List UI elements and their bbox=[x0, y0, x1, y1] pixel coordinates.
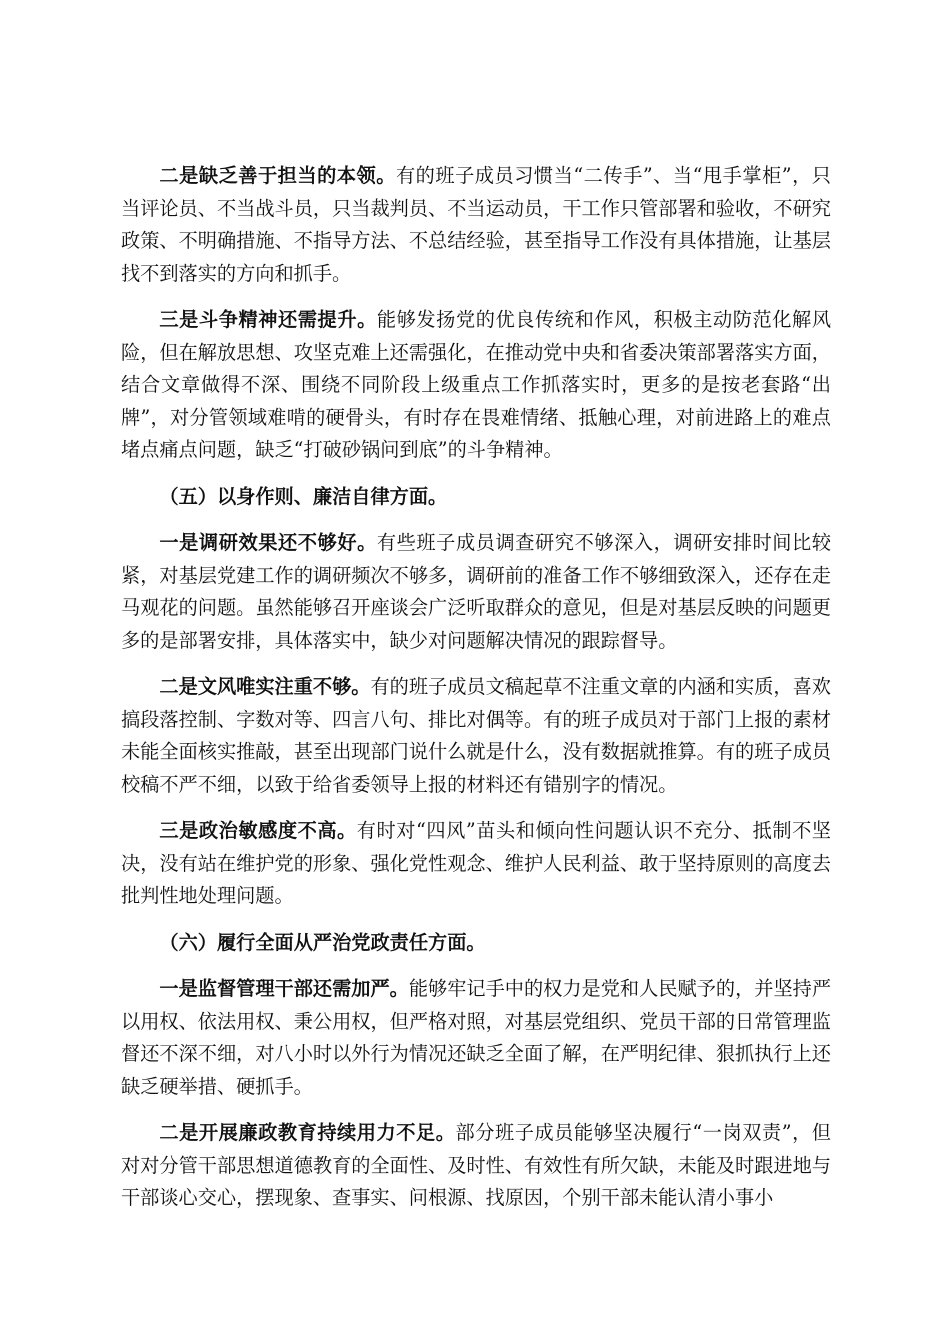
paragraph-research-effect bbox=[121, 527, 831, 657]
paragraph-lead: 一是调研效果还不够好。 bbox=[159, 531, 377, 554]
paragraph-lead: 一是监督管理干部还需加严。 bbox=[159, 977, 409, 1000]
section-heading-six: （六）履行全面从严治党政责任方面。 bbox=[159, 930, 486, 954]
paragraph-text: 有的班子成员习惯当“二传手”、当“甩手掌柜”，只当评论员、不当战斗员，只当裁判员、不当运动员，干工作只管部署和验收，不研究政策、不明确措施、不指导方法、不总结经验，甚至指导工作没有具体措施，让基层找不到落实的方向和抓手。 bbox=[121, 164, 831, 285]
section-heading-five: （五）以身作则、廉洁自律方面。 bbox=[159, 484, 448, 508]
paragraph-fighting-spirit bbox=[121, 304, 831, 467]
paragraph-text: 有些班子成员调查研究不够深入，调研安排时间比较紧，对基层党建工作的调研频次不够多，调研前的准备工作不够细致深入，还存在走马观花的问题。虽然能够召开座谈会广泛听取群众的意见，但是对基层反映的问题更多的是部署安排，具体落实中，缺少对问题解决情况的跟踪督导。 bbox=[121, 531, 832, 652]
paragraph-political-sensitivity bbox=[121, 815, 831, 913]
paragraph-text: 有时对“四风”苗头和倾向性问题认识不充分、抵制不坚决，没有站在维护党的形象、强化党性观念、维护人民利益、敢于坚持原则的高度去批判性地处理问题。 bbox=[121, 819, 831, 907]
paragraph-lack-responsibility bbox=[121, 160, 831, 290]
paragraph-text: 部分班子成员能够坚决履行“一岗双责”，但对对分管干部思想道德教育的全面性、及时性、有效性有所欠缺，未能及时跟进地与干部谈心交心，摆现象、查事实、问根源、找原因，个别干部未能认清小事小 bbox=[121, 1121, 831, 1209]
paragraph-lead: 二是缺乏善于担当的本领。 bbox=[159, 164, 396, 187]
paragraph-lead: 二是开展廉政教育持续用力不足。 bbox=[159, 1121, 456, 1144]
paragraph-writing-style bbox=[121, 671, 831, 801]
paragraph-text: 能够发扬党的优良传统和作风，积极主动防范化解风险，但在解放思想、攻坚克难上还需强化，在推动党中央和省委决策部署落实方面，结合文章做得不深、围绕不同阶段上级重点工作抓落实时，更多的是按老套路“出牌”，对分管领域难啃的硬骨头，有时存在畏难情绪、抵触心理，对前进路上的难点堵点痛点问题，缺乏“打破砂锅问到底”的斗争精神。 bbox=[121, 308, 832, 461]
paragraph-integrity-education bbox=[121, 1117, 831, 1215]
paragraph-text: 有的班子成员文稿起草不注重文章的内涵和实质，喜欢搞段落控制、字数对等、四言八句、排比对偶等。有的班子成员对于部门上报的素材未能全面核实推敲，甚至出现部门说什么就是什么，没有数据就推算。有的班子成员校稿不严不细，以致于给省委领导上报的材料还有错别字的情况。 bbox=[121, 675, 831, 796]
paragraph-lead: 三是政治敏感度不高。 bbox=[159, 819, 357, 842]
paragraph-supervision bbox=[121, 973, 831, 1103]
paragraph-text: 能够牢记手中的权力是党和人民赋予的，并坚持严以用权、依法用权、秉公用权，但严格对照，对基层党组织、党员干部的日常管理监督还不深不细，对八小时以外行为情况还缺乏全面了解，在严明纪律、狠抓执行上还缺乏硬举措、硬抓手。 bbox=[121, 977, 832, 1098]
document-body bbox=[121, 160, 831, 1229]
paragraph-lead: 三是斗争精神还需提升。 bbox=[159, 308, 377, 331]
paragraph-lead: 二是文风唯实注重不够。 bbox=[159, 675, 371, 698]
